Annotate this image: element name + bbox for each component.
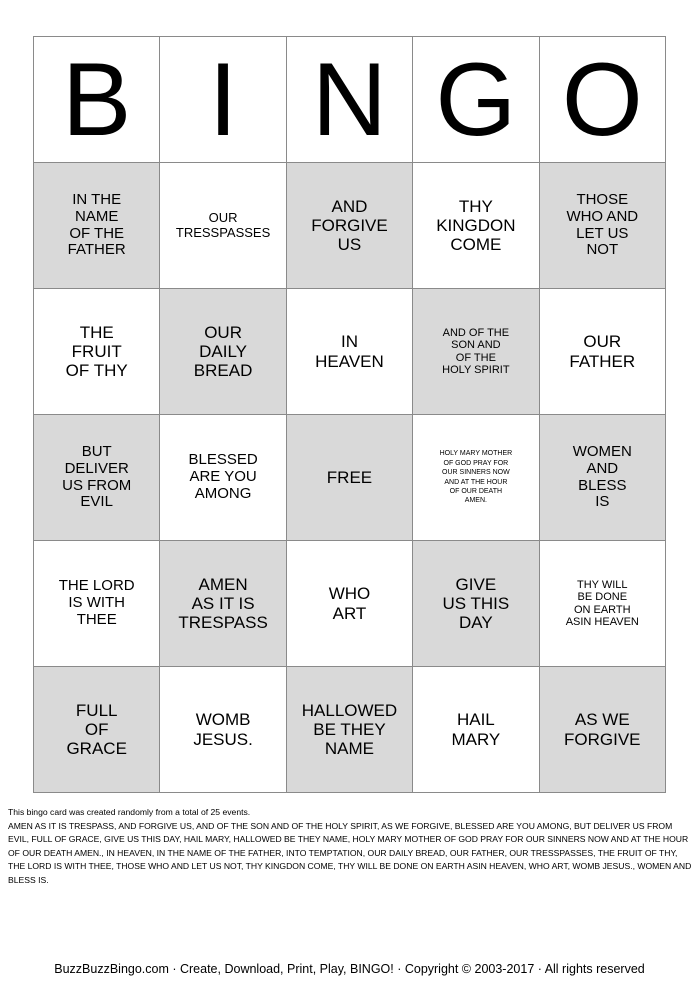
bingo-card <box>33 36 666 793</box>
footer-copyright: BuzzBuzzBingo.com · Create, Download, Print, Play, BINGO! · Copyright © 2003-2017 · All rights reserved <box>54 962 645 976</box>
bingo-cell: THE LORD IS WITH THEE <box>34 541 160 667</box>
card-row <box>34 289 666 415</box>
bingo-cell: HAIL MARY <box>413 667 539 793</box>
bingo-cell: BUT DELIVER US FROM EVIL <box>34 415 160 541</box>
bingo-cell: IN HEAVEN <box>286 289 412 415</box>
header-letter-b: B <box>34 37 160 163</box>
header-letter-i: I <box>160 37 286 163</box>
bingo-cell: AND OF THE SON AND OF THE HOLY SPIRIT <box>413 289 539 415</box>
card-row <box>34 415 666 541</box>
header-row <box>34 37 666 163</box>
bingo-cell: OUR DAILY BREAD <box>160 289 286 415</box>
header-letter-o: O <box>539 37 665 163</box>
card-info-intro: This bingo card was created randomly from a total of 25 events. <box>8 807 251 817</box>
bingo-cell: OUR FATHER <box>539 289 665 415</box>
bingo-cell: WOMB JESUS. <box>160 667 286 793</box>
header-letter-g: G <box>413 37 539 163</box>
bingo-cell: THY WILL BE DONE ON EARTH ASIN HEAVEN <box>539 541 665 667</box>
bingo-cell: WHO ART <box>286 541 412 667</box>
bingo-cell: THY KINGDON COME <box>413 163 539 289</box>
free-space-cell: FREE <box>286 415 412 541</box>
bingo-cell: AND FORGIVE US <box>286 163 412 289</box>
bingo-cell: OUR TRESSPASSES <box>160 163 286 289</box>
header-letter-n: N <box>286 37 412 163</box>
card-row <box>34 163 666 289</box>
bingo-cell: BLESSED ARE YOU AMONG <box>160 415 286 541</box>
bingo-cell: IN THE NAME OF THE FATHER <box>34 163 160 289</box>
bingo-cell: WOMEN AND BLESS IS <box>539 415 665 541</box>
card-info-events: AMEN AS IT IS TRESPASS, AND FORGIVE US, AND OF THE SON AND OF THE HOLY SPIRIT, AS WE FORGIVE, BLESSED ARE YOU AMONG, BUT DELIVER US FROM EVIL, FULL OF GRACE, GIVE US THIS DAY, HAIL MARY, HALLOWED BE THEY NAME, HOLY MARY MOTHER OF GOD PRAY FOR OUR SINNERS NOW AND AT THE HOUR OF OUR DEATH AMEN., IN HEAVEN, IN THE NAME OF THE FATHER, INTO TEMPTATION, OUR DAILY BREAD, OUR FATHER, OUR TRESSPASSES, THE FRUIT OF THY, THE LORD IS WITH THEE, THOSE WHO AND LET US NOT, THY KINGDON COME, THY WILL BE DONE ON EARTH ASIN HEAVEN, WHO ART, WOMB JESUS., WOMEN AND BLESS IS. <box>8 820 692 885</box>
bingo-cell: AS WE FORGIVE <box>539 667 665 793</box>
bingo-cell: HALLOWED BE THEY NAME <box>286 667 412 793</box>
bingo-cell: GIVE US THIS DAY <box>413 541 539 667</box>
card-row <box>34 667 666 793</box>
bingo-cell: HOLY MARY MOTHER OF GOD PRAY FOR OUR SINNERS NOW AND AT THE HOUR OF OUR DEATH AMEN. <box>413 415 539 541</box>
card-info <box>8 806 692 887</box>
bingo-cell: THE FRUIT OF THY <box>34 289 160 415</box>
bingo-cell: AMEN AS IT IS TRESPASS <box>160 541 286 667</box>
bingo-cell: THOSE WHO AND LET US NOT <box>539 163 665 289</box>
bingo-cell: FULL OF GRACE <box>34 667 160 793</box>
card-row <box>34 541 666 667</box>
